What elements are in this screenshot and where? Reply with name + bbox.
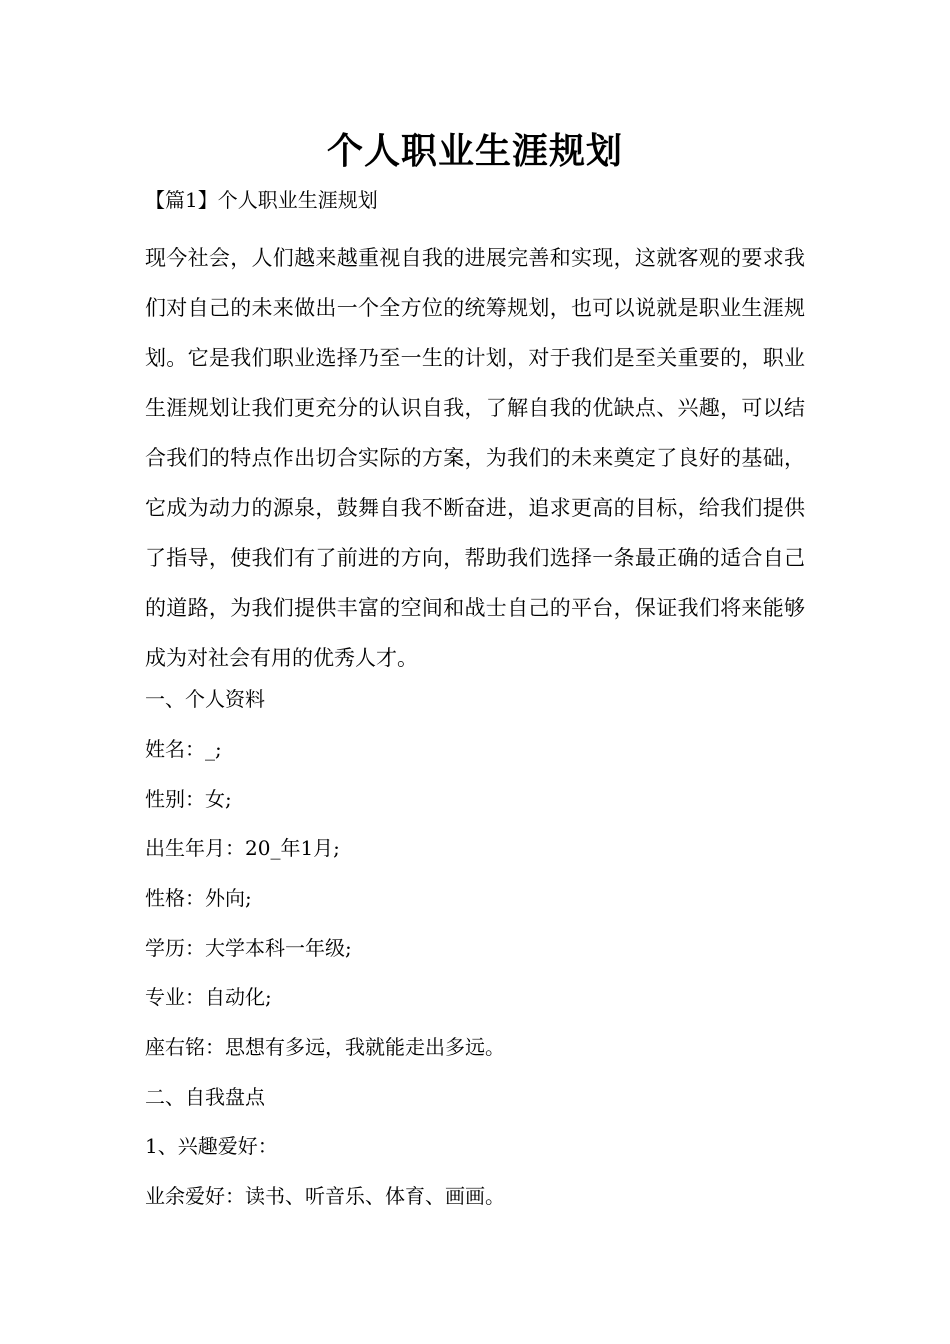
document-title: 个人职业生涯规划 (326, 131, 623, 172)
field-education: 学历：大学本科一年级; (145, 936, 352, 960)
heading-personal-info: 一、个人资料 (145, 687, 265, 711)
field-major: 专业：自动化; (145, 985, 272, 1009)
field-hobbies: 业余爱好：读书、听音乐、体育、画画。 (145, 1184, 505, 1208)
field-gender: 性别：女; (145, 787, 232, 811)
field-name: 姓名：_; (145, 737, 222, 761)
field-personality: 性格：外向; (145, 886, 252, 910)
field-birth-date: 出生年月：20_年1月; (145, 836, 340, 860)
subheading-interests: 1、兴趣爱好： (145, 1134, 278, 1158)
heading-self-assessment: 二、自我盘点 (145, 1085, 265, 1109)
intro-paragraph: 现今社会，人们越来越重视自我的进展完善和实现，这就客观的要求我们对自己的未来做出一个全方位的统筹规划，也可以说就是职业生涯规划。它是我们职业选择乃至一生的计划，对于我们是至关重要的，职业生涯规划让我们更充分的认识自我，了解自我的优缺点、兴趣，可以结合我们的特点作出切合实际的方案，为我们的未来奠定了良好的基础，它成为动力的源泉，鼓舞自我不断奋进，追求更高的目标，给我们提供了指导，使我们有了前进的方向，帮助我们选择一条最正确的适合自己的道路，为我们提供丰富的空间和战士自己的平台，保证我们将来能够成为对社会有用的优秀人才。 (145, 246, 805, 670)
field-motto: 座右铭：思想有多远，我就能走出多远。 (145, 1035, 505, 1059)
section-heading-part-1: 【篇1】个人职业生涯规划 (145, 188, 378, 212)
